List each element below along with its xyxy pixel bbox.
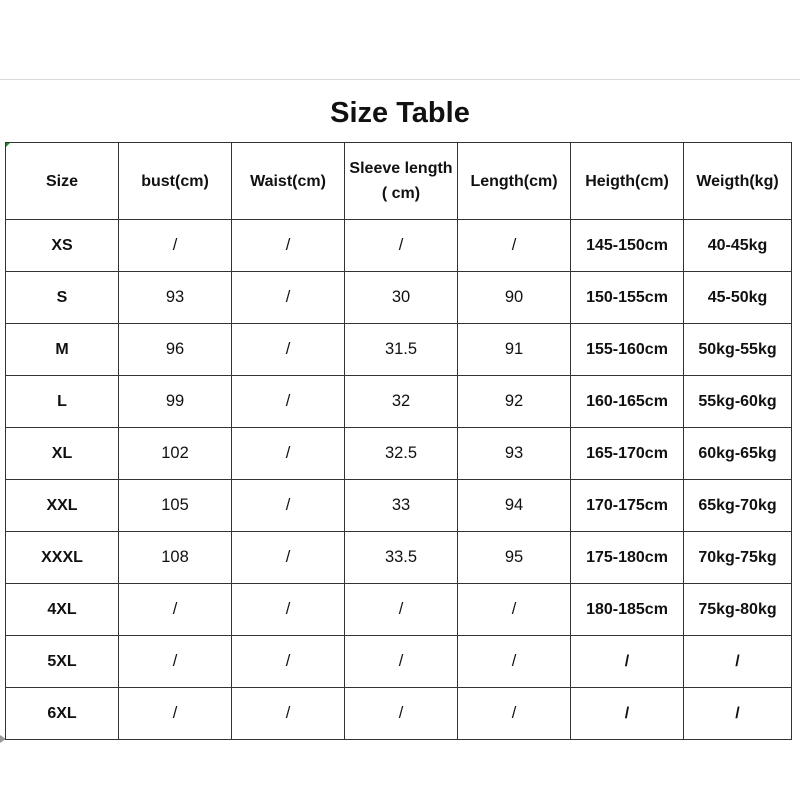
table-row <box>6 428 792 480</box>
cell-bust: 108 <box>119 532 232 584</box>
cell-height: 175-180cm <box>571 532 684 584</box>
cell-waist: / <box>232 272 345 324</box>
cell-height: 160-165cm <box>571 376 684 428</box>
cell-height: 145-150cm <box>571 220 684 272</box>
page-title: Size Table <box>330 97 470 129</box>
cell-length: 91 <box>458 324 571 376</box>
cell-size: 4XL <box>6 584 119 636</box>
cell-height: 180-185cm <box>571 584 684 636</box>
cell-weight: / <box>684 688 792 740</box>
size-table <box>5 142 792 740</box>
table-body <box>6 220 792 740</box>
cell-bust: 105 <box>119 480 232 532</box>
cell-waist: / <box>232 428 345 480</box>
cell-weight: / <box>684 636 792 688</box>
cell-sleeve-length: / <box>345 220 458 272</box>
cell-weight: 70kg-75kg <box>684 532 792 584</box>
cell-length: 95 <box>458 532 571 584</box>
cell-length: 94 <box>458 480 571 532</box>
header-height: Heigth(cm) <box>571 143 684 220</box>
cell-length: 90 <box>458 272 571 324</box>
cell-bust: / <box>119 584 232 636</box>
cell-length: / <box>458 688 571 740</box>
cell-weight: 60kg-65kg <box>684 428 792 480</box>
cell-height: / <box>571 688 684 740</box>
cell-size: XXL <box>6 480 119 532</box>
cell-bust: 93 <box>119 272 232 324</box>
cell-bust: / <box>119 688 232 740</box>
cell-sleeve-length: 33.5 <box>345 532 458 584</box>
table-row <box>6 636 792 688</box>
cell-bust: 96 <box>119 324 232 376</box>
cell-length: / <box>458 636 571 688</box>
cell-sleeve-length: / <box>345 688 458 740</box>
cell-waist: / <box>232 324 345 376</box>
cell-waist: / <box>232 636 345 688</box>
cell-size: L <box>6 376 119 428</box>
cell-length: / <box>458 584 571 636</box>
cell-weight: 55kg-60kg <box>684 376 792 428</box>
cell-size: 6XL <box>6 688 119 740</box>
cell-sleeve-length: / <box>345 636 458 688</box>
cell-weight: 65kg-70kg <box>684 480 792 532</box>
cell-height: 150-155cm <box>571 272 684 324</box>
top-divider <box>0 79 800 80</box>
cell-bust: / <box>119 636 232 688</box>
cell-length: / <box>458 220 571 272</box>
cell-size: XL <box>6 428 119 480</box>
table-row <box>6 272 792 324</box>
table-row <box>6 376 792 428</box>
cell-sleeve-length: 31.5 <box>345 324 458 376</box>
cell-size: 5XL <box>6 636 119 688</box>
cell-sleeve-length: 30 <box>345 272 458 324</box>
cell-sleeve-length: 32.5 <box>345 428 458 480</box>
cell-sleeve-length: / <box>345 584 458 636</box>
cell-sleeve-length: 33 <box>345 480 458 532</box>
header-bust: bust(cm) <box>119 143 232 220</box>
table-row <box>6 688 792 740</box>
cell-bust: 99 <box>119 376 232 428</box>
cell-height: / <box>571 636 684 688</box>
header-waist: Waist(cm) <box>232 143 345 220</box>
cell-sleeve-length: 32 <box>345 376 458 428</box>
cell-bust: 102 <box>119 428 232 480</box>
header-length: Length(cm) <box>458 143 571 220</box>
header-weight: Weigth(kg) <box>684 143 792 220</box>
cell-bust: / <box>119 220 232 272</box>
header-sleeve-length: Sleeve length ( cm) <box>345 143 458 220</box>
cell-height: 170-175cm <box>571 480 684 532</box>
cell-length: 92 <box>458 376 571 428</box>
header-row <box>6 143 792 220</box>
cell-weight: 75kg-80kg <box>684 584 792 636</box>
cell-waist: / <box>232 532 345 584</box>
cell-waist: / <box>232 584 345 636</box>
cell-waist: / <box>232 480 345 532</box>
cell-size: XS <box>6 220 119 272</box>
table-row <box>6 324 792 376</box>
cell-size: S <box>6 272 119 324</box>
cell-waist: / <box>232 688 345 740</box>
table-row <box>6 220 792 272</box>
cell-size: M <box>6 324 119 376</box>
cell-waist: / <box>232 220 345 272</box>
cell-length: 93 <box>458 428 571 480</box>
cell-size: XXXL <box>6 532 119 584</box>
cell-height: 165-170cm <box>571 428 684 480</box>
cell-waist: / <box>232 376 345 428</box>
header-size: Size <box>6 143 119 220</box>
cell-height: 155-160cm <box>571 324 684 376</box>
cell-weight: 50kg-55kg <box>684 324 792 376</box>
cell-weight: 40-45kg <box>684 220 792 272</box>
table-row <box>6 480 792 532</box>
cell-weight: 45-50kg <box>684 272 792 324</box>
table-row <box>6 532 792 584</box>
table-row <box>6 584 792 636</box>
